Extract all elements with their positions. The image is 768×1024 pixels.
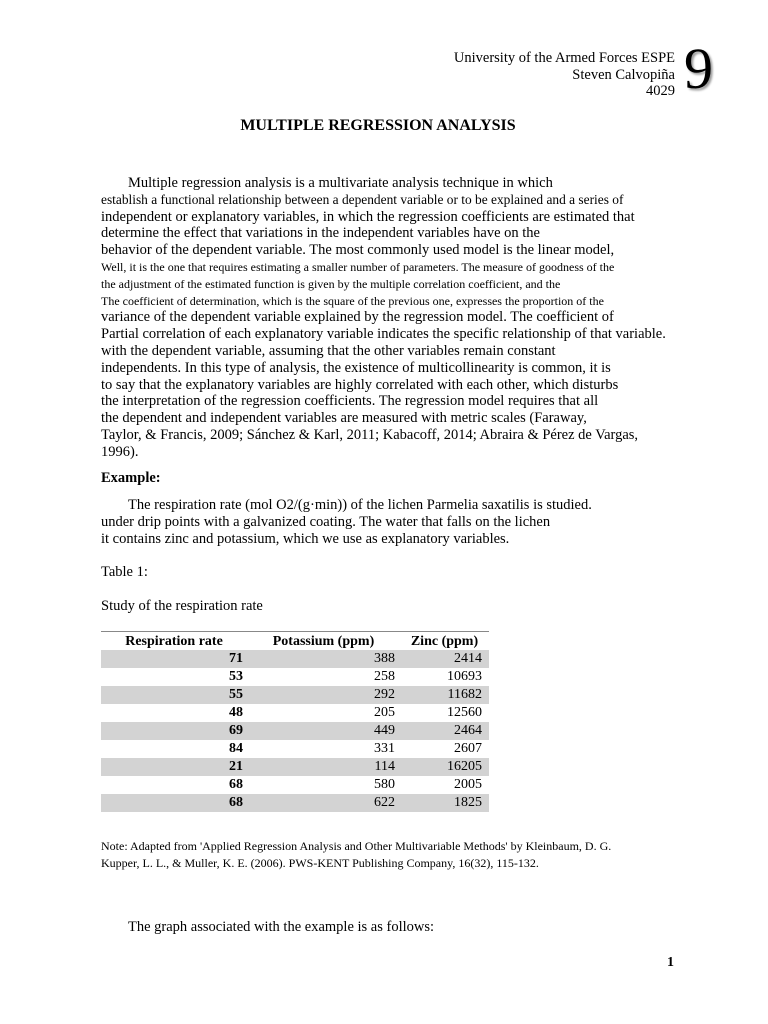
body-line: to say that the explanatory variables are highly correlated with each other, which disturbs [101,376,619,393]
body-line: determine the effect that variations in the independent variables have on the [101,225,540,242]
note-line: Kupper, L. L., & Muller, K. E. (2006). PWS-KENT Publishing Company, 16(32), 115-132. [101,856,539,870]
example-heading: Example: [101,470,161,486]
intro-paragraph [101,175,686,461]
cell-potassium: 622 [247,794,400,812]
body-line: Partial correlation of each explanatory variable indicates the specific relationship of that variable. [101,326,666,343]
cell-zinc: 10693 [447,669,482,684]
chapter-number: 9 [684,36,713,101]
cell-potassium: 292 [247,686,400,704]
cell-potassium: 114 [247,758,400,776]
running-header [454,50,675,100]
cell-zinc: 11682 [400,686,489,704]
example-line: The respiration rate (mol O2/(g·min)) of the lichen Parmelia saxatilis is studied. [128,497,592,513]
table-header-row [101,632,489,651]
body-line: behavior of the dependent variable. The most commonly used model is the linear model, [101,242,615,259]
cell-respiration: 84 [229,741,243,756]
cell-zinc: 2607 [454,741,482,756]
cell-potassium: 331 [374,741,395,756]
body-line: independents. In this type of analysis, the existence of multicollinearity is common, it is [101,359,611,376]
body-line: the interpretation of the regression coefficients. The regression model requires that all [101,393,599,410]
cell-zinc: 2005 [454,777,482,792]
cell-respiration: 53 [229,669,243,684]
cell-respiration: 68 [229,777,243,792]
column-header-zinc: Zinc (ppm) [410,634,479,649]
table-note [101,838,691,872]
cell-respiration: 55 [101,686,247,704]
table-row [101,668,489,686]
cell-zinc: 2414 [400,650,489,668]
cell-potassium: 449 [247,722,400,740]
cell-potassium: 388 [247,650,400,668]
cell-zinc: 16205 [400,758,489,776]
body-line: Multiple regression analysis is a multivariate analysis technique in which [128,175,553,191]
body-line: establish a functional relationship between a dependent variable or to be explained and a series of [101,191,624,207]
table-row [101,704,489,722]
table-row [101,650,489,668]
header-author: Steven Calvopiña [572,66,675,83]
table-row [101,722,489,740]
page-number: 1 [667,955,674,970]
body-line: Well, it is the one that requires estimating a smaller number of parameters. The measure of goodness of the [101,259,615,274]
column-header-respiration: Respiration rate [125,634,223,649]
cell-respiration: 48 [229,705,243,720]
cell-potassium: 580 [374,777,395,792]
table-row [101,776,489,794]
body-line: The coefficient of determination, which is the square of the previous one, expresses the proportion of the [101,293,604,308]
table-row [101,740,489,758]
body-line: with the dependent variable, assuming that the other variables remain constant [101,342,556,359]
cell-respiration: 71 [101,650,247,668]
body-line: the dependent and independent variables are measured with metric scales (Faraway, [101,410,587,427]
table-caption: Study of the respiration rate [101,598,263,614]
example-paragraph [101,497,686,548]
graph-intro-text: The graph associated with the example is as follows: [128,919,435,935]
cell-zinc: 12560 [447,705,482,720]
page-title: MULTIPLE REGRESSION ANALYSIS [240,117,516,134]
table-row [101,686,489,704]
respiration-table [101,631,489,812]
body-line: 1996). [101,443,139,460]
body-line: Taylor, & Francis, 2009; Sánchez & Karl, 2011; Kabacoff, 2014; Abraira & Pérez de Vargas, [101,426,639,443]
body-line: variance of the dependent variable explained by the regression model. The coefficient of [101,309,614,326]
cell-potassium: 205 [374,705,395,720]
example-line: under drip points with a galvanized coating. The water that falls on the lichen [101,514,551,530]
cell-zinc: 2464 [400,722,489,740]
cell-zinc: 1825 [400,794,489,812]
body-line: the adjustment of the estimated function is given by the multiple correlation coefficient, and the [101,276,561,291]
note-line: Note: Adapted from 'Applied Regression Analysis and Other Multivariable Methods' by Kleinbaum, D. G. [101,839,612,853]
header-code: 4029 [646,83,675,99]
cell-respiration: 68 [101,794,247,812]
header-institution: University of the Armed Forces ESPE [453,50,675,66]
example-line: it contains zinc and potassium, which we use as explanatory variables. [101,531,510,547]
cell-respiration: 21 [101,758,247,776]
table-row [101,794,489,812]
table-row [101,758,489,776]
cell-potassium: 258 [374,669,395,684]
cell-respiration: 69 [101,722,247,740]
body-line: independent or explanatory variables, in which the regression coefficients are estimated that [101,208,635,225]
table-label: Table 1: [101,564,148,580]
column-header-potassium: Potassium (ppm) [272,634,375,649]
